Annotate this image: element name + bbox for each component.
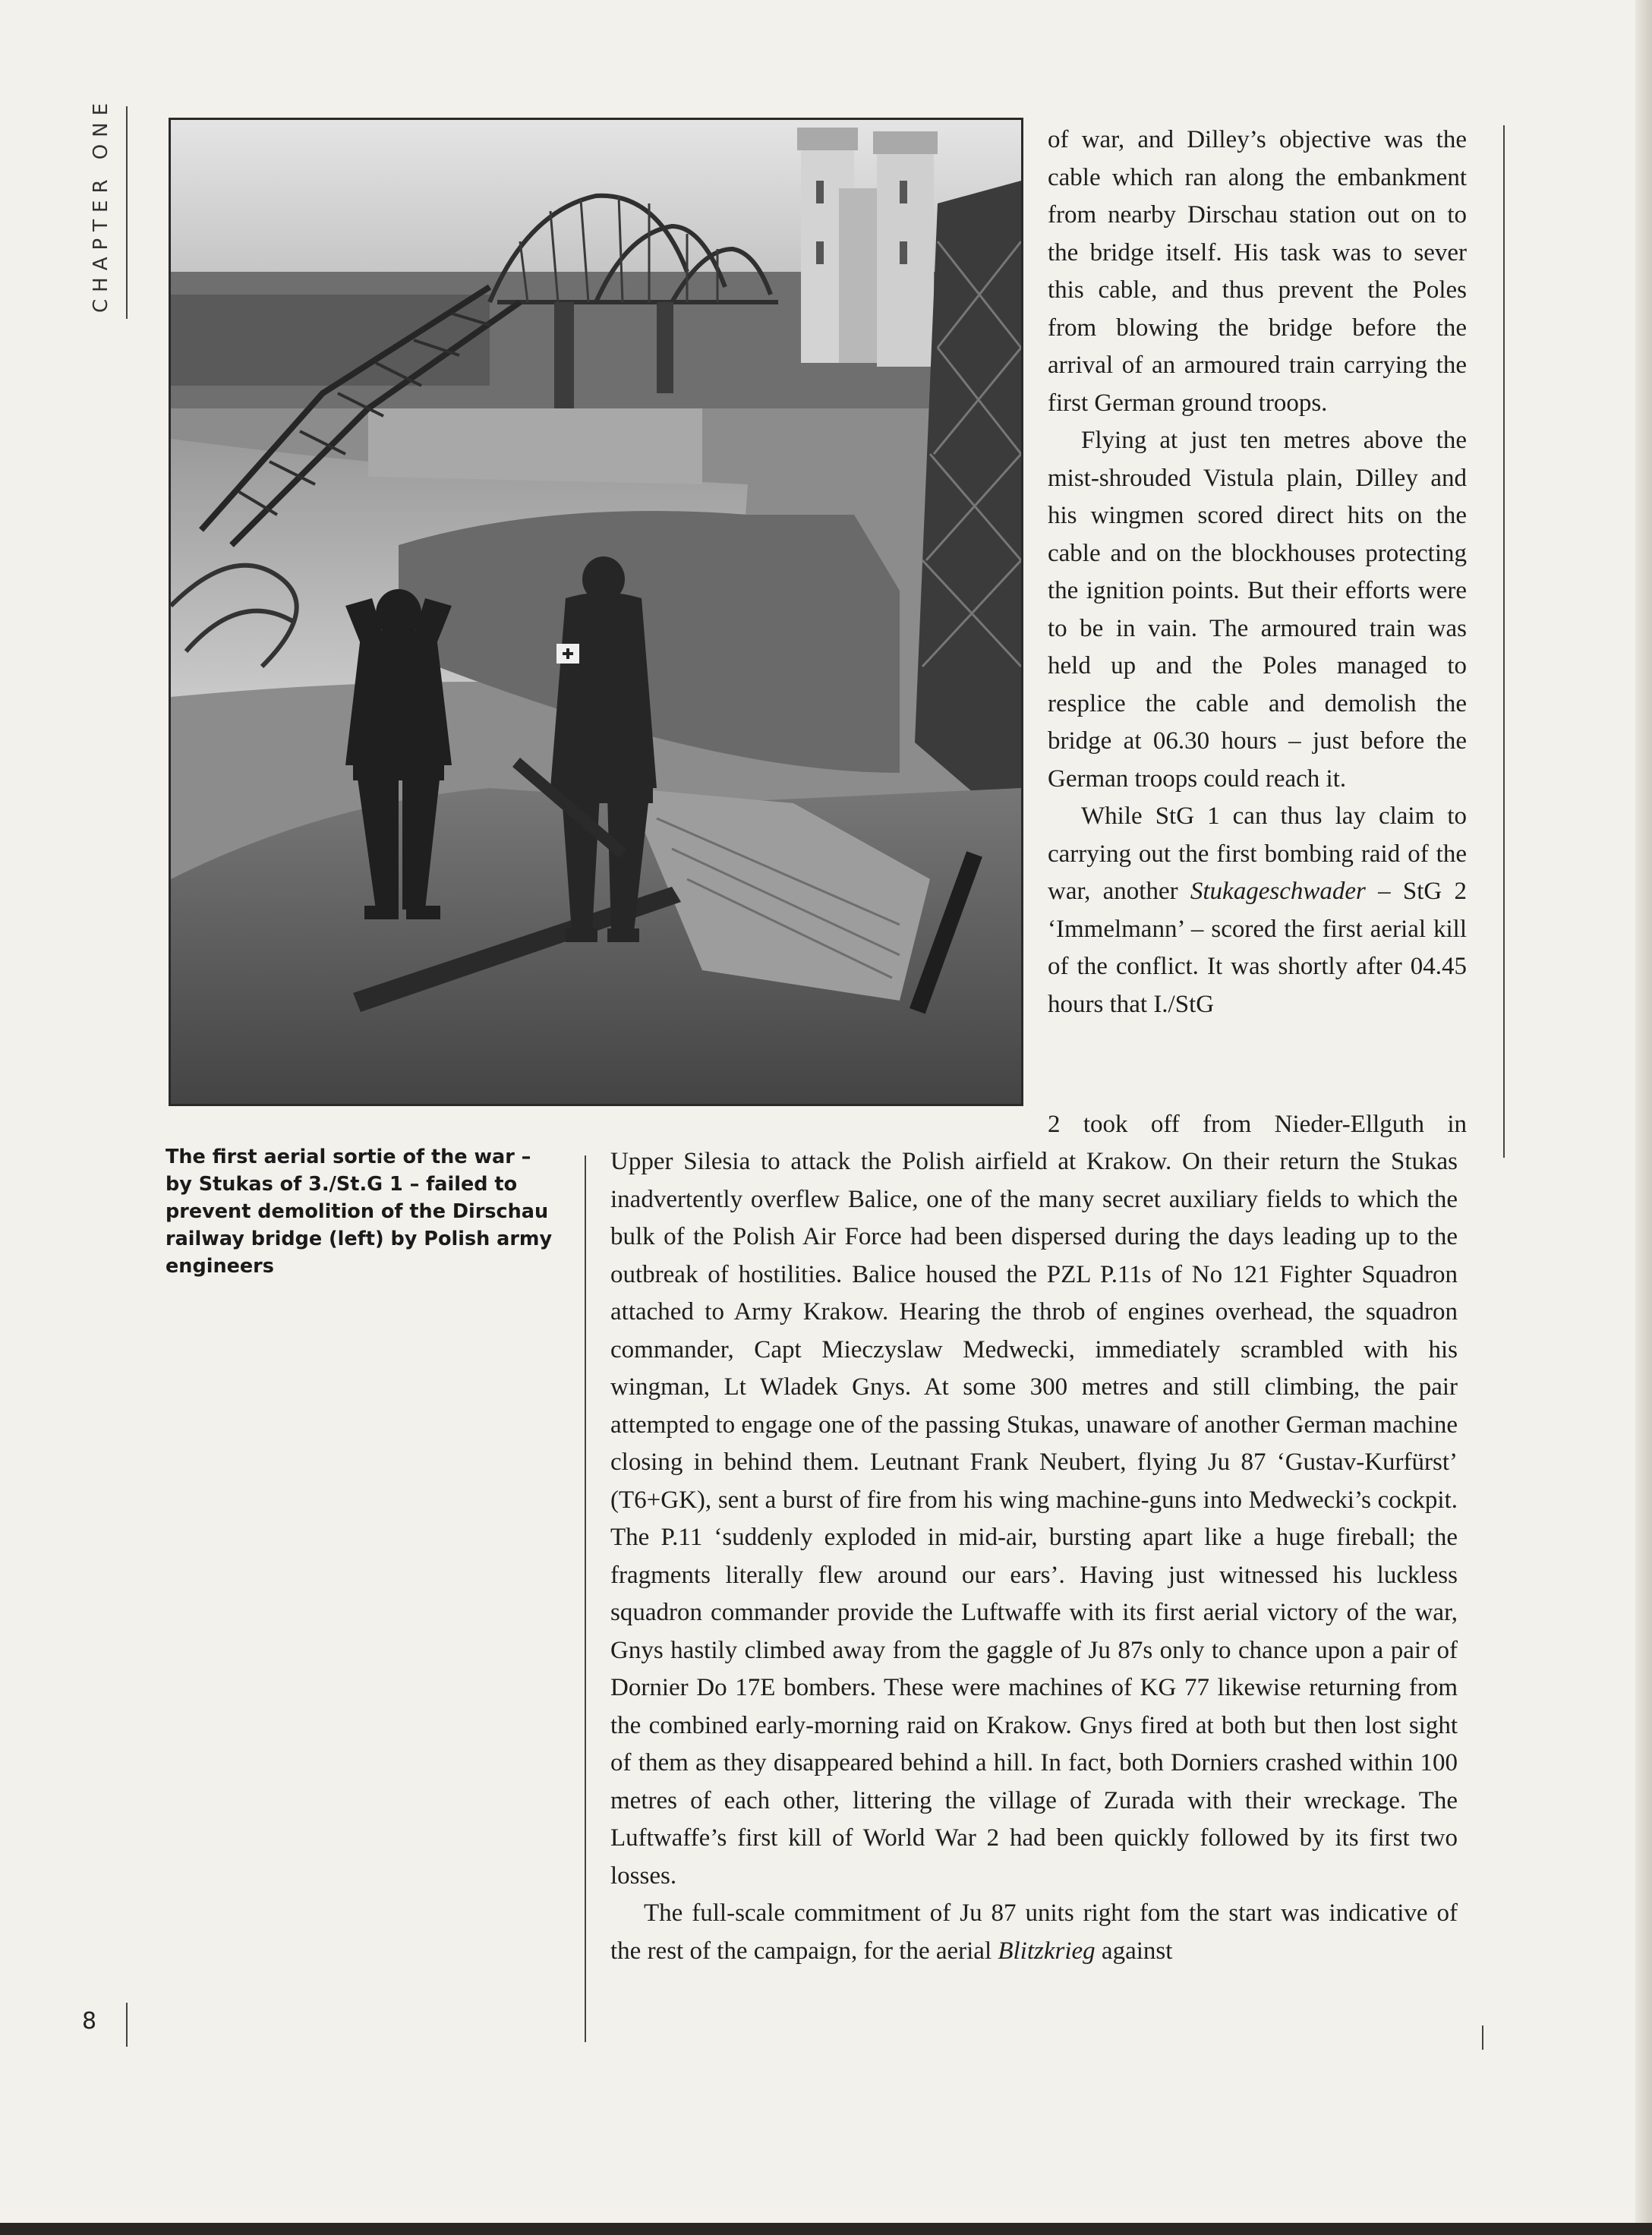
- photo-caption: The first aerial sortie of the war – by Stukas of 3./St.G 1 – failed to prevent demolition of the Dirschau railway bridge (left) by Polish army engineers: [166, 1146, 553, 1278]
- paragraph-vistula: Flying at just ten metres above the mist-shrouded Vistula plain, Dilley and his wingmen scored direct hits on the cable and on the blockhouses protecting the ignition points. But their efforts were to be in vain. The armoured train was held up and the Poles managed to resplice the cable and demolish the bridge at 06.30 hours – just before the German troops could reach it.: [1048, 427, 1467, 793]
- italic-term: Blitzkrieg: [998, 1937, 1096, 1965]
- text-run: The full-scale commitment of Ju 87 units right fom the start was indicative of the rest of the campaign, for the aerial: [610, 1899, 1458, 1965]
- text-run: While StG 1 can thus lay claim to carrying out the first bombing raid of the war, another: [1048, 802, 1467, 905]
- page-bottom-edge: [0, 2223, 1652, 2235]
- chapter-label: CHAPTER ONE: [90, 96, 112, 313]
- paragraph-continued: of war, and Dilley’s objective was the cable which ran along the embankment from nearby Dirschau station out on to the bridge itself. His task was to sever this cable, and thus prevent the Poles from blowing the bridge before the arrival of an armoured train carrying the first German ground troops.: [1048, 126, 1467, 417]
- photo-broken-bridge-two-soldiers-icon: [171, 120, 1021, 1104]
- paragraph-krakow: Upper Silesia to attack the Polish airfield at Krakow. On their return the Stukas inadvertently overflew Balice, one of the many secret auxiliary fields to which the bulk of the Polish Air Force had been dispersed during the days leading up to the outbreak of hostilities. Balice housed the PZL P.11s of No 121 Fighter Squadron attached to Army Krakow. Hearing the throb of engines overhead, the squadron commander, Capt Mieczyslaw Medwecki, immediately scrambled with his wingman, Lt Wladek Gnys. At some 300 metres and still climbing, the pair attempted to engage one of the passing Stukas, unaware of another German machine closing in behind them. Leutnant Frank Neubert, flying Ju 87 ‘Gustav-Kurfürst’ (T6+GK), sent a burst of fire from his wing machine-guns into Medwecki’s cockpit. The P.11 ‘suddenly exploded in mid-air, bursting apart like a huge fireball; the fragments literally flew around our ears’. Having just witnessed his luckless squadron commander provide the Luftwaffe with its first aerial victory of the war, Gnys hastily climbed away from the gaggle of Ju 87s only to chance upon a pair of Dornier Do 17E bombers. These were machines of KG 77 likewise returning from the combined early-morning raid on Krakow. Gnys fired at both but then lost sight of them as they disappeared behind a hill. In fact, both Dorniers crashed within 100 metres of each other, littering the village of Zurada with their wreckage. The Luftwaffe’s first kill of World War 2 had been quickly followed by its first two losses.: [610, 1148, 1458, 1890]
- paragraph-stg1: [1048, 798, 1467, 1023]
- margin-rule-top: [126, 106, 128, 319]
- main-text-column: [610, 1143, 1458, 1970]
- page-number: 8: [82, 2008, 97, 2035]
- right-margin-rule: [1503, 125, 1505, 1158]
- text-run: – StG 2 ‘Immelmann’ – scored the first aerial kill of the conflict. It was shortly after 04.45 hours that I./StG: [1048, 878, 1467, 1018]
- italic-term: Stukageschwader: [1190, 878, 1366, 905]
- paragraph-stg1-last-line: 2 took off from Nieder-Ellguth in: [1048, 1111, 1467, 1138]
- column-rule: [585, 1155, 586, 2042]
- bridge-photo: [169, 118, 1023, 1106]
- right-margin-rule-bottom: [1482, 2025, 1483, 2050]
- right-text-column: [1048, 121, 1467, 1023]
- margin-rule-bottom: [126, 2003, 128, 2047]
- page-edge: [1635, 0, 1652, 2235]
- text-run: against: [1095, 1937, 1173, 1965]
- paragraph-full-scale: [610, 1895, 1458, 1970]
